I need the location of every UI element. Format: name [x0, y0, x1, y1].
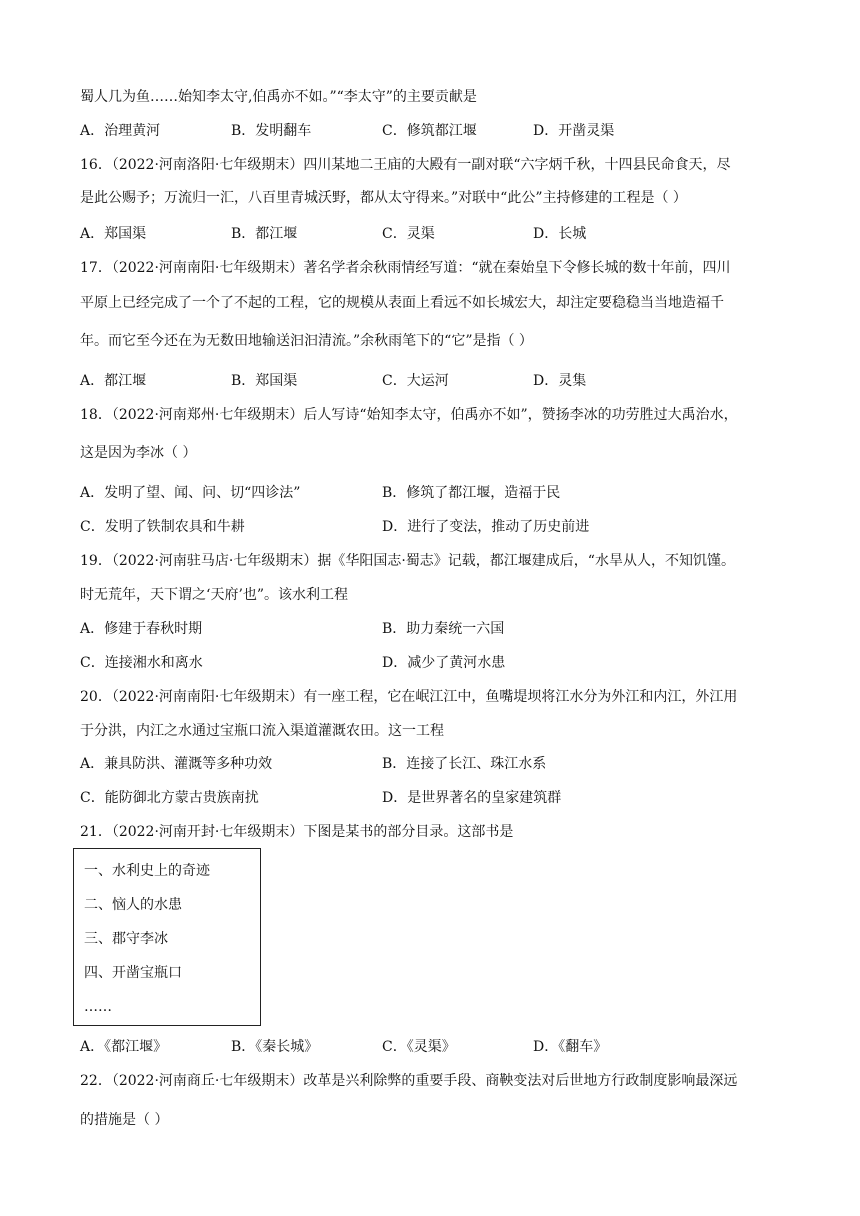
q15-option-c: C．修筑都江堰: [382, 123, 477, 139]
q15-option-a: A．治理黄河: [80, 123, 161, 139]
q20-stem-line2: 于分洪，内江之水通过宝瓶口流入渠道灌溉农田。这一工程: [80, 723, 444, 739]
q19-option-b: B．助力秦统一六国: [382, 621, 505, 637]
q21-option-b: B．《秦长城》: [231, 1039, 319, 1055]
q16-option-c: C．灵渠: [382, 226, 435, 242]
q22-stem-line1: 22．（2022·河南商丘·七年级期末）改革是兴利除弊的重要手段、商鞅变法对后世地方行政制度影响最深远: [80, 1073, 738, 1089]
toc-item: 四、开凿宝瓶口: [84, 965, 182, 981]
q21-stem-line1: 21．（2022·河南开封·七年级期末）下图是某书的部分目录。这部书是: [80, 824, 514, 840]
q17-option-c: C．大运河: [382, 373, 449, 389]
q17-option-d: D．灵集: [533, 373, 587, 389]
q16-option-d: D．长城: [533, 226, 587, 242]
q15-option-b: B．发明翻车: [231, 123, 312, 139]
table-of-contents-box: [73, 848, 261, 1026]
q17-stem-line2: 平原上已经完成了一个了不起的工程，它的规模从表面上看远不如长城宏大，却注定要稳稳当当地造福千: [80, 295, 724, 311]
q19-stem-line1: 19．（2022·河南驻马店·七年级期末）据《华阳国志·蜀志》记载，都江堰建成后，“水旱从人，不知饥馑。: [80, 553, 735, 569]
q15-stem: 蜀人几为鱼……始知李太守,伯禹亦不如。”“李太守”的主要贡献是: [80, 89, 477, 105]
q18-stem-line1: 18．（2022·河南郑州·七年级期末）后人写诗“始知李太守，伯禹亦不如”，赞扬李冰的功劳胜过大禹治水，: [80, 407, 738, 423]
q19-option-d: D．减少了黄河水患: [382, 655, 506, 671]
toc-item: 二、恼人的水患: [84, 897, 182, 913]
q20-option-d: D．是世界著名的皇家建筑群: [382, 790, 562, 806]
toc-item: ……: [84, 999, 112, 1015]
q17-stem-line1: 17．（2022·河南南阳·七年级期末）著名学者余秋雨情经写道：“就在秦始皇下令修长城的数十年前，四川: [80, 260, 731, 276]
q16-option-a: A．郑国渠: [80, 226, 147, 242]
q18-option-c: C．发明了铁制农具和牛耕: [80, 519, 245, 535]
q16-stem-line1: 16．（2022·河南洛阳·七年级期末）四川某地二王庙的大殿有一副对联“六字炳千秋，十四县民命食天，尽: [80, 157, 731, 173]
q22-stem-line2: 的措施是（ ）: [80, 1112, 169, 1128]
q20-option-b: B．连接了长江、珠江水系: [382, 756, 547, 772]
q18-option-d: D．进行了变法，推动了历史前进: [382, 519, 590, 535]
q20-stem-line1: 20．（2022·河南南阳·七年级期末）有一座工程，它在岷江江中，鱼嘴堤坝将江水分为外江和内江，外江用: [80, 689, 738, 705]
q17-option-b: B．郑国渠: [231, 373, 298, 389]
q18-stem-line2: 这是因为李冰（ ）: [80, 445, 197, 461]
q15-option-d: D．开凿灵渠: [533, 123, 615, 139]
q20-option-a: A．兼具防洪、灌溉等多种功效: [80, 756, 273, 772]
q18-option-a: A．发明了望、闻、问、切“四诊法”: [80, 485, 301, 501]
q18-option-b: B．修筑了都江堰，造福于民: [382, 485, 561, 501]
q21-option-d: D．《翻车》: [533, 1039, 608, 1055]
q19-option-c: C．连接湘水和离水: [80, 655, 203, 671]
toc-item: 一、水利史上的奇迹: [84, 863, 210, 879]
q19-stem-line2: 时无荒年，天下谓之‘天府’也”。该水利工程: [80, 587, 349, 603]
q16-option-b: B．都江堰: [231, 226, 298, 242]
q19-option-a: A．修建于春秋时期: [80, 621, 203, 637]
q21-option-c: C．《灵渠》: [382, 1039, 456, 1055]
toc-item: 三、郡守李冰: [84, 931, 168, 947]
q17-stem-line3: 年。而它至今还在为无数田地输送汩汩清流。”余秋雨笔下的“它”是指（ ）: [80, 333, 533, 349]
q17-option-a: A．都江堰: [80, 373, 147, 389]
q21-option-a: A．《都江堰》: [80, 1039, 168, 1055]
q16-stem-line2: 是此公赐予；万流归一汇，八百里青城沃野，都从太守得来。”对联中“此公”主持修建的工程是（ ）: [80, 190, 687, 206]
q20-option-c: C．能防御北方蒙古贵族南扰: [80, 790, 259, 806]
